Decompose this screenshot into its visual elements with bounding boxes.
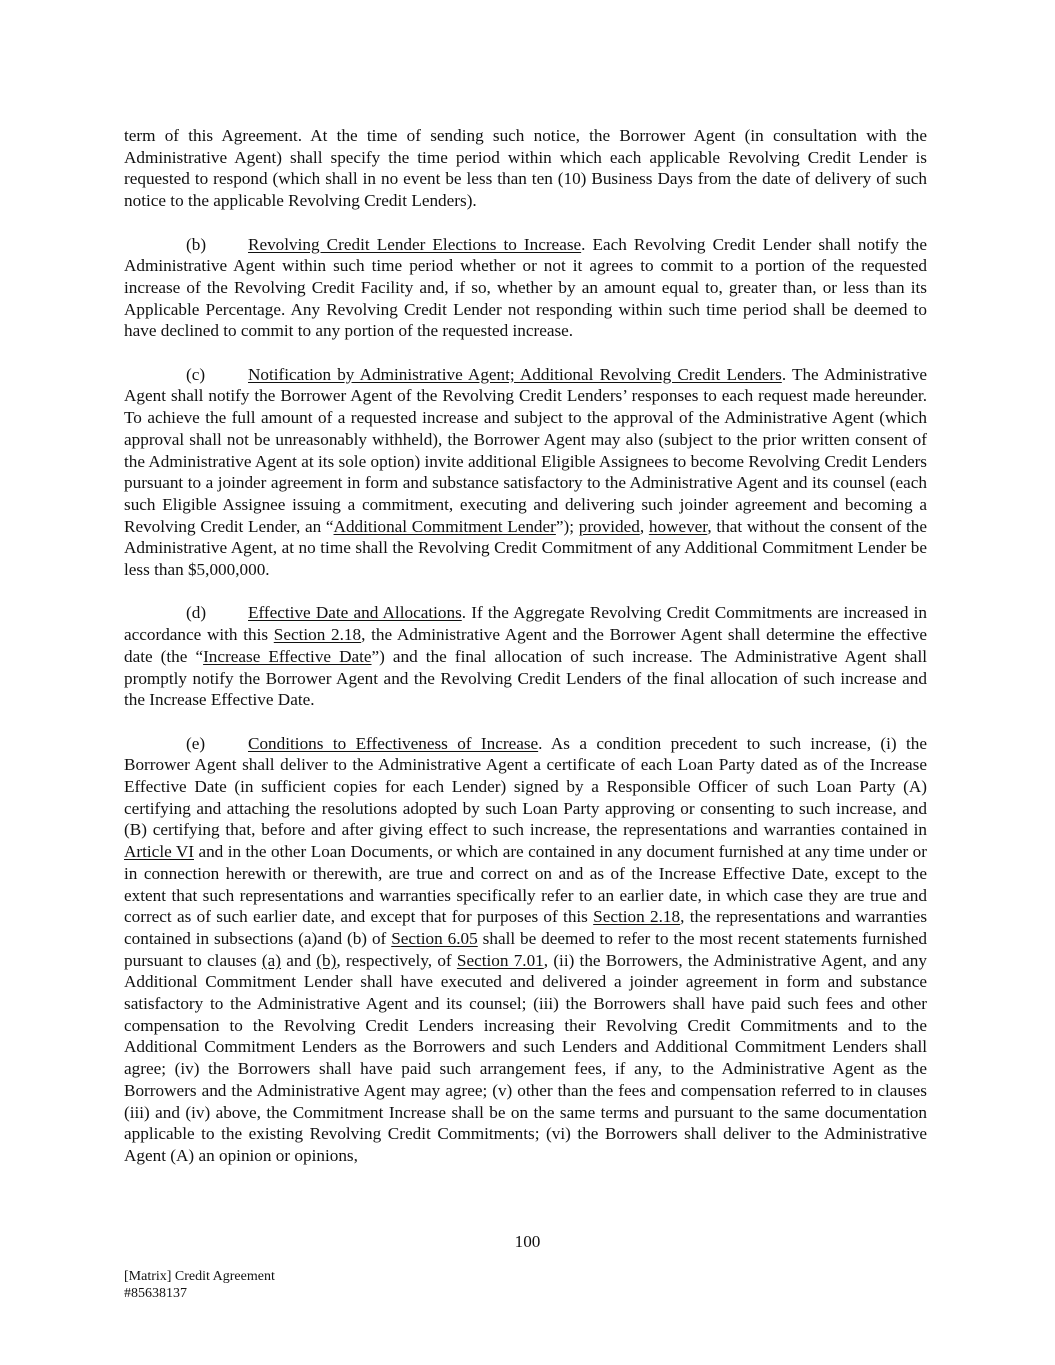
page-number: 100 [514,1232,541,1251]
clause-label: (c) [186,364,206,384]
paragraph-text: . Each Revolving Credit Lender shall notify the Administrative Agent within such time period whether or not it agrees to commit to a portion of the requested increase of the Revolving Credit Facility and, if so, whether by an amount equal to, greater than, or less than its Applicable Percentage. Any Revolving Credit Lender not responding within such time period shall be deemed to have declined to commit to any portion of the requested increase. [124,234,927,341]
defined-term: Additional Commitment Lender [333,516,556,536]
paragraph-text: , the representations and warranties contained in subsections (a)and (b) of [124,907,928,948]
paragraph-text: , [639,516,649,536]
clause-reference: (b) [316,950,337,970]
proviso-term: however [648,516,708,536]
paragraph-text: ”) and the final allocation of such increase. The Administrative Agent shall promptly notify the Borrower Agent and the Revolving Credit Lenders of the final allocation of such increase and the Increase Effective Date. [124,646,927,710]
paragraph-text: , the Administrative Agent and the Borrower Agent shall determine the effective date (the “ [124,625,927,666]
footer-title: [Matrix] Credit Agreement [124,1269,275,1284]
clause-label: (d) [186,603,207,623]
paragraph-text: , that without the consent of the Administrative Agent, at no time shall the Revolving Credit Commitment of any Additional Commitment Lender be less than $5,000,000. [124,516,928,580]
clause-label: (b) [186,234,207,254]
proviso-term: provided [578,516,640,536]
paragraph-c [124,364,927,581]
section-reference: Section 6.05 [391,928,478,948]
paragraph-d [124,602,927,711]
section-reference: Section 2.18 [593,907,681,927]
clause-heading: Effective Date and Allocations [248,603,462,623]
clause-reference: (a) [261,950,281,970]
clause-heading: Revolving Credit Lender Elections to Increase [248,234,582,254]
paragraph-text: . As a condition precedent to such increase, (i) the Borrower Agent shall deliver to the Administrative Agent a certificate of each Loan Party dated as of the Increase Effective Date (in sufficient copies for each Lender) signed by a Responsible Officer of such Loan Party (A) certifying and attaching the resolutions adopted by such Loan Party approving or consenting to such increase, and (B) certifying that, before and after giving effect to such increase, the representations and warranties contained in [124,733,927,840]
footer-doc-id: #85638137 [124,1286,187,1301]
clause-heading: Notification by Administrative Agent; Additional Revolving Credit Lenders [248,364,782,384]
paragraph-text: ”); [555,516,579,536]
article-reference: Article VI [124,842,194,862]
paragraph-text: . The Administrative Agent shall notify the Borrower Agent of the Revolving Credit Lenders’ responses to each request made hereunder. To achieve the full amount of a requested increase and subject to the approval of the Administrative Agent (which approval shall not be unreasonably withheld), the Borrower Agent may also (subject to the prior written consent of the Administrative Agent at its sole option) invite additional Eligible Assignees to become Revolving Credit Lenders pursuant to a joinder agreement in form and substance satisfactory to the Administrative Agent and its counsel (each such Eligible Assignee issuing a commitment, executing and delivering such joinder agreement and becoming a Revolving Credit Lender, an “ [124,364,927,536]
paragraph-text: and in the other Loan Documents, or which are contained in any document furnished at any time under or in connection herewith or therewith, are true and correct on and as of the Increase Effective Date, except to the extent that such representations and warranties specifically refer to an earlier date, in which case they are true and correct as of such earlier date, and except that for purposes of this [124,842,928,927]
paragraph-text: term of this Agreement. At the time of sending such notice, the Borrower Agent (in consultation with the Administrative Agent) shall specify the time period within which each applicable Revolving Credit Lender is requested to respond (which shall in no event be less than ten (10) Business Days from the date of delivery of such notice to the applicable Revolving Credit Lenders). [124,126,927,211]
section-reference: Section 2.18 [273,625,362,645]
paragraph-text: , respectively, of [336,950,457,970]
defined-term: Increase Effective Date [203,646,372,666]
paragraph-text: , (ii) the Borrowers, the Administrative Agent, and any Additional Commitment Lender shall have executed and delivered a joinder agreement in form and substance satisfactory to the Administrative Agent and its counsel; (iii) the Borrowers shall have paid such fees and other compensation to the Revolving Credit Lenders increasing their Revolving Credit Commitments and to the Additional Commitment Lenders as the Borrowers and such Lenders and Additional Commitment Lenders shall agree; (iv) the Borrowers shall have paid such arrangement fees, if any, to the Administrative Agent as the Borrowers and the Administrative Agent may agree; (v) other than the fees and compensation referred to in clauses (iii) and (iv) above, the Commitment Increase shall be on the same terms and pursuant to the same documentation applicable to the existing Revolving Credit Commitments; (vi) the Borrowers shall deliver to the Administrative Agent (A) an opinion or opinions, [124,950,927,1165]
clause-label: (e) [186,733,206,753]
document-footer [124,1268,275,1302]
paragraph-text: shall be deemed to refer to the most recent statements furnished pursuant to clauses [124,928,927,970]
paragraph-e [124,733,927,1167]
paragraph-carryover [124,125,927,212]
paragraph-text: and [281,950,317,970]
document-body [124,125,927,1167]
section-reference: Section 7.01 [456,950,544,970]
clause-heading: Conditions to Effectiveness of Increase [248,733,539,753]
paragraph-text: . If the Aggregate Revolving Credit Commitments are increased in accordance with this [124,603,927,645]
paragraph-b [124,234,927,343]
